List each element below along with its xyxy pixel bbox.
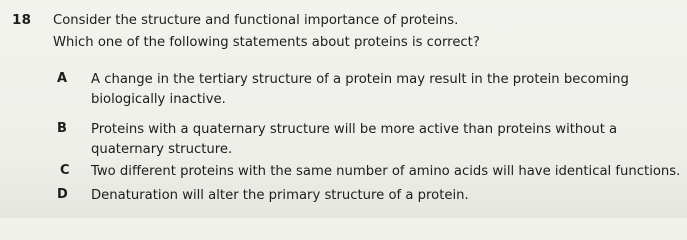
option-b-letter: B	[57, 121, 67, 136]
option-a-text: A change in the tertiary structure of a protein may result in the protein becoming biologically inactive.	[91, 72, 629, 107]
question-stem-line-2: Which one of the following statements about proteins is correct?	[53, 35, 480, 50]
option-c-letter: C	[60, 163, 70, 178]
option-a-letter: A	[57, 71, 68, 86]
option-d-text: Denaturation will alter the primary structure of a protein.	[91, 188, 469, 203]
option-d-letter: D	[57, 187, 68, 202]
option-b-text: Proteins with a quaternary structure will be more active than proteins without a quaternary structure.	[91, 122, 618, 157]
option-c-text: Two different proteins with the same number of amino acids will have identical functions.	[91, 164, 681, 179]
question-stem-line-1: Consider the structure and functional importance of proteins.	[53, 13, 459, 28]
question-number: 18	[12, 12, 32, 28]
